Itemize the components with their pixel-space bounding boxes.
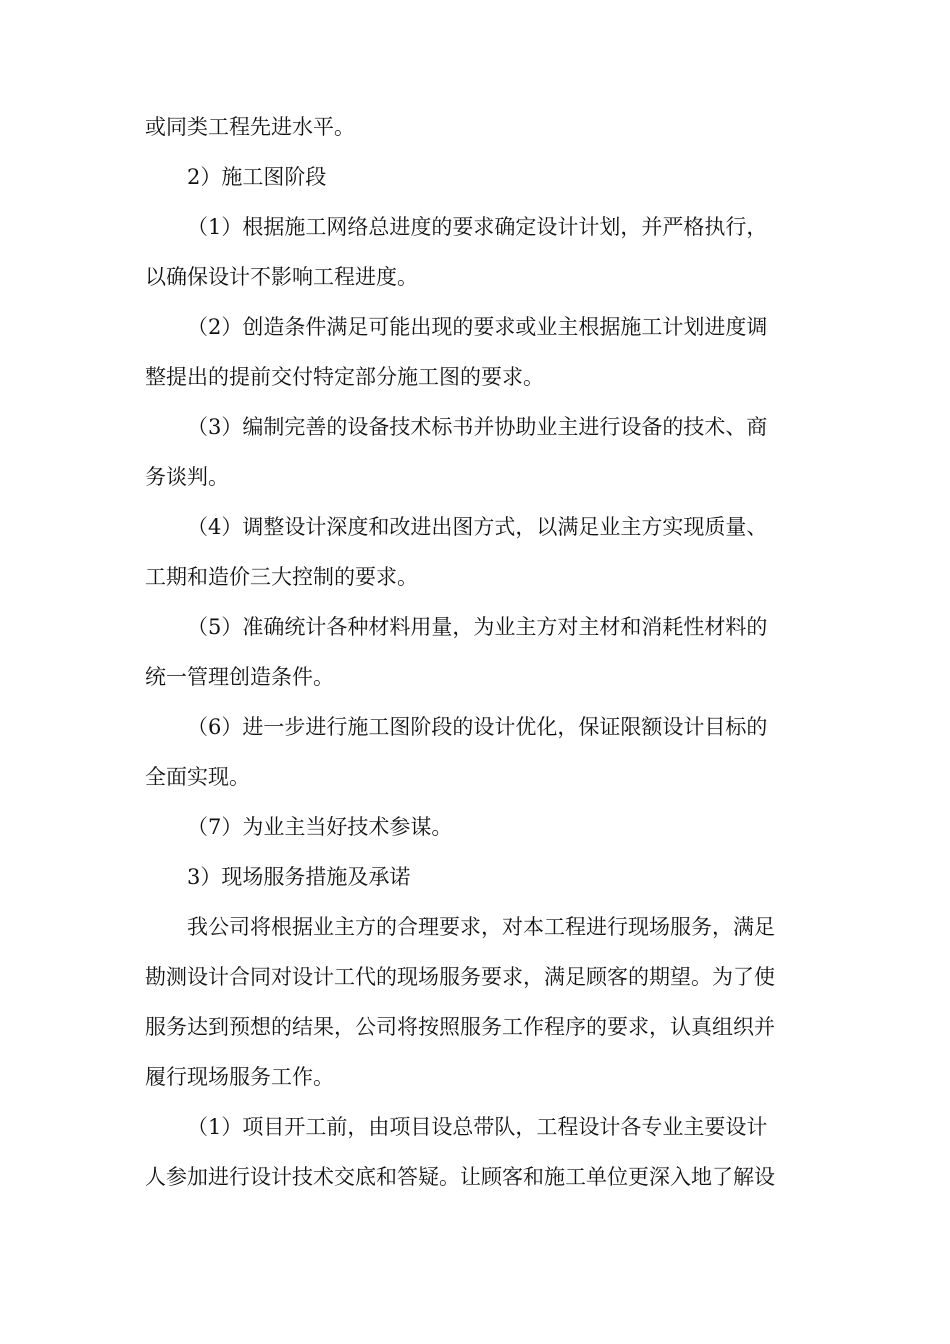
paragraph bbox=[145, 902, 807, 1102]
text-line: 我公司将根据业主方的合理要求，对本工程进行现场服务，满足 bbox=[187, 915, 775, 939]
text-line: （1）项目开工前，由项目设总带队，工程设计各专业主要设计 bbox=[187, 1115, 768, 1139]
text-line: （7）为业主当好技术参谋。 bbox=[187, 815, 453, 839]
paragraph bbox=[145, 852, 807, 902]
text-line: （4）调整设计深度和改进出图方式，以满足业主方实现质量、 bbox=[187, 515, 768, 539]
text-line: 工期和造价三大控制的要求。 bbox=[145, 565, 418, 589]
text-line: （6）进一步进行施工图阶段的设计优化，保证限额设计目标的 bbox=[187, 715, 768, 739]
text-line: 3）现场服务措施及承诺 bbox=[187, 865, 411, 889]
paragraph bbox=[145, 602, 807, 702]
text-line: 人参加进行设计技术交底和答疑。让顾客和施工单位更深入地了解设 bbox=[145, 1165, 775, 1189]
paragraph bbox=[145, 502, 807, 602]
text-line: 2）施工图阶段 bbox=[187, 165, 327, 189]
paragraph bbox=[145, 202, 807, 302]
paragraph bbox=[145, 302, 807, 402]
text-line: 务谈判。 bbox=[145, 465, 229, 489]
paragraph bbox=[145, 402, 807, 502]
text-line: 履行现场服务工作。 bbox=[145, 1065, 334, 1089]
paragraph bbox=[145, 1102, 807, 1202]
paragraph bbox=[145, 802, 807, 852]
text-line: （1）根据施工网络总进度的要求确定设计计划，并严格执行， bbox=[187, 215, 768, 239]
text-line: 统一管理创造条件。 bbox=[145, 665, 334, 689]
paragraph bbox=[145, 102, 807, 152]
paragraph bbox=[145, 702, 807, 802]
text-line: （2）创造条件满足可能出现的要求或业主根据施工计划进度调 bbox=[187, 315, 768, 339]
text-line: 服务达到预想的结果，公司将按照服务工作程序的要求，认真组织并 bbox=[145, 1015, 775, 1039]
text-line: 全面实现。 bbox=[145, 765, 250, 789]
text-line: 以确保设计不影响工程进度。 bbox=[145, 265, 418, 289]
text-line: 勘测设计合同对设计工代的现场服务要求，满足顾客的期望。为了使 bbox=[145, 965, 775, 989]
paragraph bbox=[145, 152, 807, 202]
text-line: 整提出的提前交付特定部分施工图的要求。 bbox=[145, 365, 544, 389]
document-body bbox=[145, 102, 807, 1202]
text-line: （5）准确统计各种材料用量，为业主方对主材和消耗性材料的 bbox=[187, 615, 768, 639]
text-line: （3）编制完善的设备技术标书并协助业主进行设备的技术、商 bbox=[187, 415, 768, 439]
text-line: 或同类工程先进水平。 bbox=[145, 115, 355, 139]
